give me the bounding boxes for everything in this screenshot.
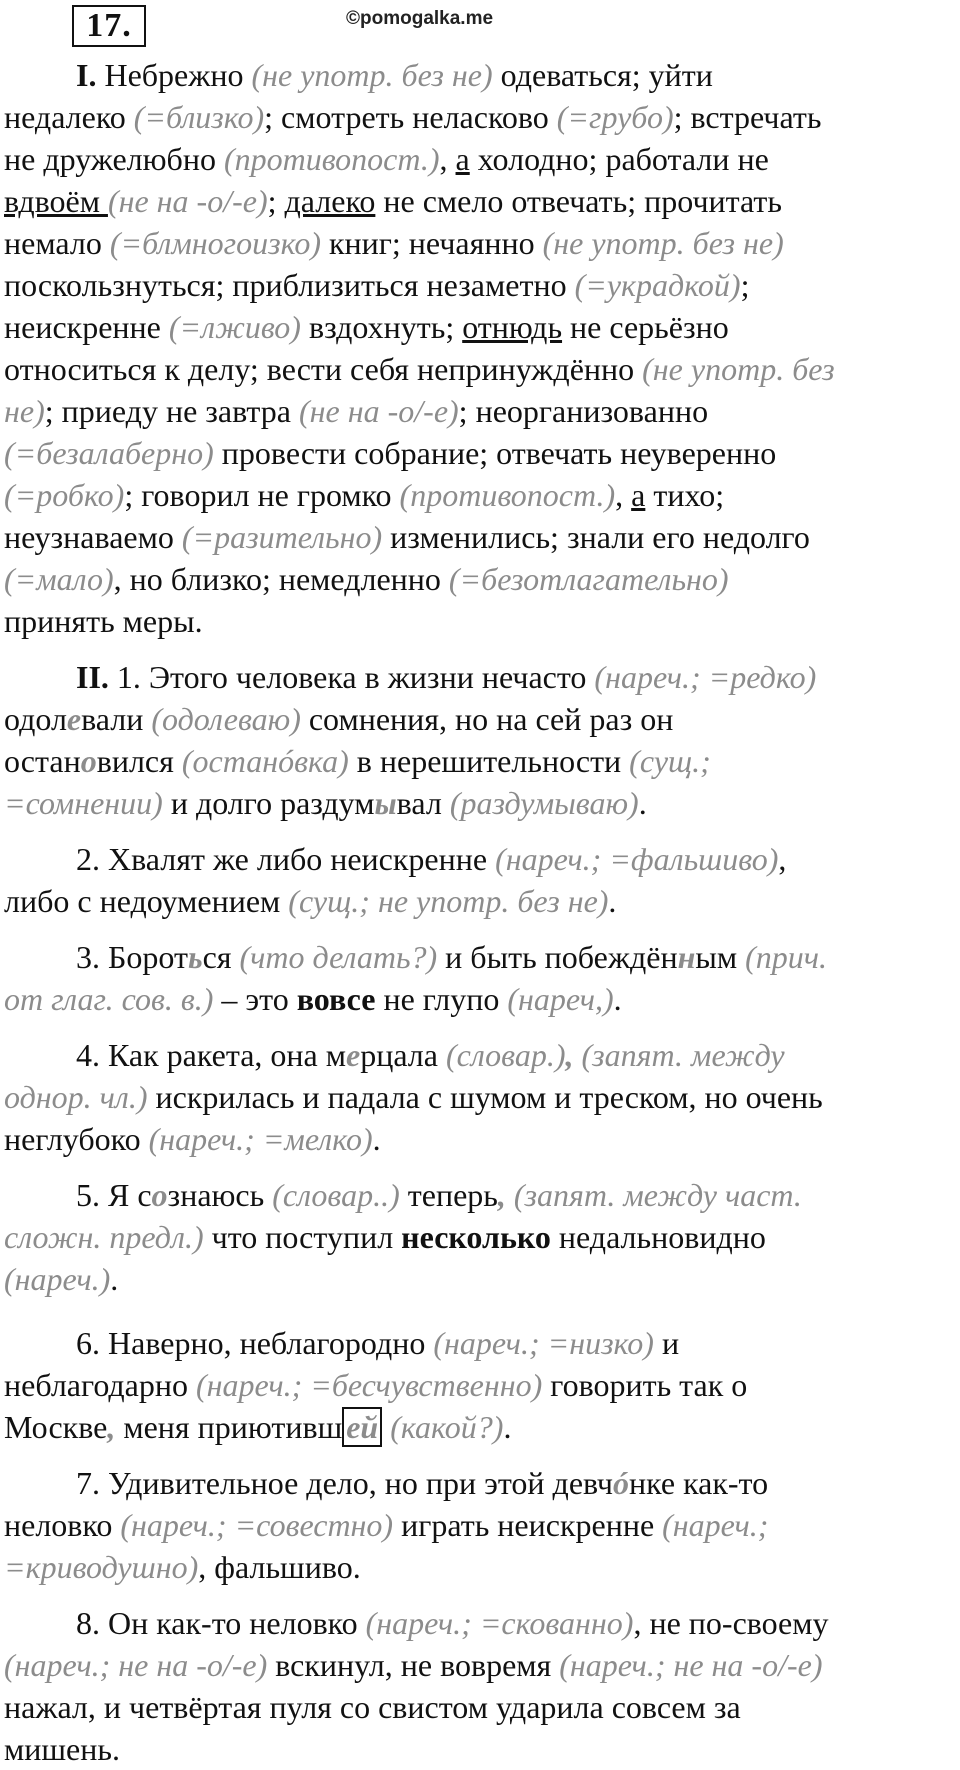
sentence-7: 7. Удивительное дело, но при этой девчóнке как-то неловко (нареч.; =совестно) играть неискренне (нареч.; =криводушно), фальшиво. xyxy=(4,1465,769,1585)
sentence-6: 6. Наверно, неблагородно (нареч.; =низко) и неблагодарно (нареч.; =бесчувственно) говорить так о Москве, меня приютивш ей (какой?). xyxy=(4,1325,748,1445)
sentence-3: 3. Бороться (что делать?) и быть побеждённым (прич. от глаг. сов. в.) – это вовсе не глупо (нареч,). xyxy=(4,939,827,1017)
section-2-label: II. xyxy=(76,659,109,695)
sentence-8: 8. Он как-то неловко (нареч.; =скованно), не по-своему (нареч.; не на -о/-е) вскинул, не вовремя (нареч.; не на -о/-е) нажал, и четвёртая пуля со свистом ударила совсем за мишень. xyxy=(4,1605,829,1767)
site-watermark: ©pomogalka.me xyxy=(346,8,494,29)
section-1-text: I. Небрежно (не употр. без не) одеваться; уйти недалеко (=близко); смотреть неласково (=грубо); встречать не дружелюбно (противопост.), а холодно; работали не вдвоём (не на -о/-е); далеко не смело отвечать; прочитать немало (=блмногоизко) книг; нечаянно (не употр. без не) поскользнуться; приблизиться незаметно (=украдкой); неискренне (=лживо) вздохнуть; отнюдь не серьёзно относиться к делу; вести себя непринуждённо (не употр. без не); приеду не завтра (не на -о/-е); неорганизованно (=безалаберно) провести собрание; отвечать неуверенно (=робко); говорил не громко (противопост.), а тихо; неузнаваемо (=разительно) изменились; знали его недолго (=мало), но близко; немедленно (=безотлагательно) принять меры. xyxy=(4,57,835,639)
sentence-1: II. 1. Этого человека в жизни нечасто (нареч.; =редко) одолевали (одолеваю) сомнения, но на сей раз он остановился (останóвка) в нерешительности (сущ.; =сомнении) и долго раздумывал (раздумываю). xyxy=(4,659,817,821)
header xyxy=(0,0,960,46)
sentence-5: 5. Я сознаюсь (словар..) теперь, (запят. между част. сложн. предл.) что поступил несколько недальновидно (нареч.). xyxy=(4,1177,802,1297)
section-1-label: I. xyxy=(76,57,105,93)
sentence-2: 2. Хвалят же либо неискренне (нареч.; =фальшиво), либо с недоумением (сущ.; не употр. без не). xyxy=(4,841,787,919)
exercise-body xyxy=(0,54,960,1770)
sentence-4: 4. Как ракета, она мерцала (словар.), (запят. между однор. чл.) искрилась и падала с шумом и треском, но очень неглубоко (нареч.; =мелко). xyxy=(4,1037,823,1157)
exercise-number: 17. xyxy=(72,5,146,47)
